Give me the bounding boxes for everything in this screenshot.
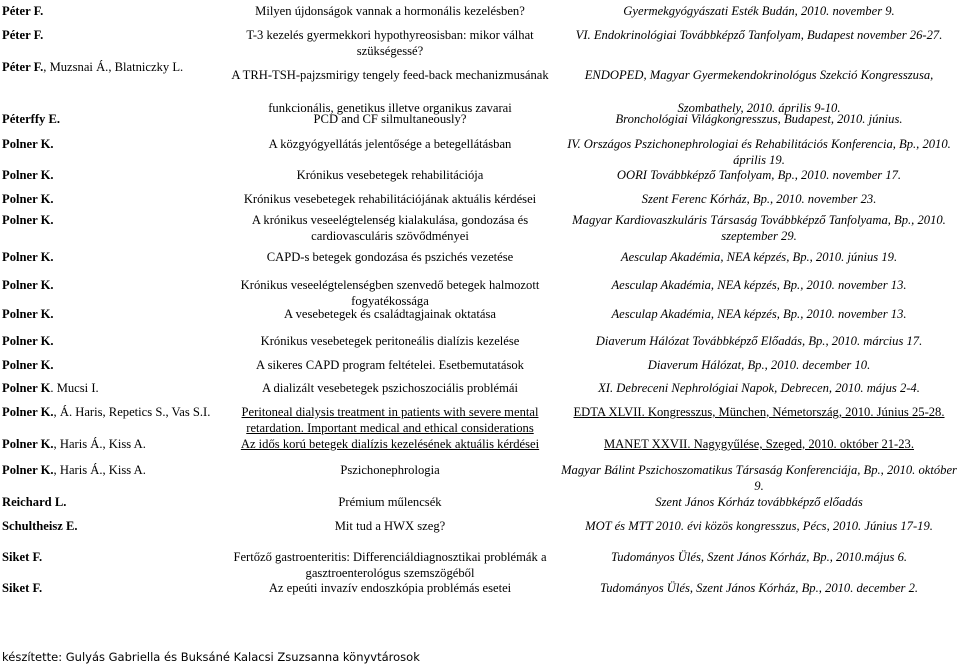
venue-text: ENDOPED, Magyar Gyermekendokrinológus Szekció Kongresszusa, Szombathely, 2010. április 9-10. bbox=[584, 68, 934, 115]
venue-cell bbox=[560, 277, 958, 293]
talk-title-text: T-3 kezelés gyermekkori hypothyreosisban: mikor válhat szükségessé? bbox=[246, 28, 534, 58]
author-primary: Polner K. bbox=[2, 192, 54, 206]
author-primary: Polner K. bbox=[2, 334, 54, 348]
author-coauthors: , Muzsnai Á., Blatniczky L. bbox=[43, 60, 184, 74]
author-cell bbox=[2, 249, 224, 265]
author-primary: Polner K. bbox=[2, 463, 54, 477]
venue-text: Aesculap Akadémia, NEA képzés, Bp., 2010. november 13. bbox=[611, 278, 907, 292]
talk-title bbox=[222, 436, 558, 452]
venue-cell bbox=[560, 212, 958, 244]
talk-title bbox=[222, 333, 558, 349]
talk-title-text: Peritoneal dialysis treatment in patients with severe mental retardation. Important medical and ethical considerations bbox=[241, 405, 539, 435]
venue-text: Magyar Kardiovaszkuláris Társaság Továbbképző Tanfolyama, Bp., 2010. szeptember 29. bbox=[572, 213, 946, 243]
author-coauthors: , Á. Haris, Repetics S., Vas S.I. bbox=[53, 405, 211, 419]
venue-cell bbox=[560, 306, 958, 322]
author-cell bbox=[2, 306, 224, 322]
talk-title-text: Pszichonephrologia bbox=[340, 463, 440, 477]
talk-title-text: Krónikus veseelégtelenségben szenvedő betegek halmozott fogyatékossága bbox=[240, 278, 540, 308]
author-primary: Péter F. bbox=[2, 28, 44, 42]
talk-title-text: Milyen újdonságok vannak a hormonális kezelésben? bbox=[255, 4, 525, 18]
author-cell bbox=[2, 380, 224, 396]
venue-cell bbox=[560, 27, 958, 43]
author-primary: Siket F. bbox=[2, 550, 43, 564]
author-primary: Polner K. bbox=[2, 168, 54, 182]
author-primary: Polner K. bbox=[2, 358, 54, 372]
talk-title bbox=[222, 27, 558, 59]
venue-cell bbox=[560, 404, 958, 420]
venue-cell bbox=[560, 333, 958, 349]
talk-title-text: Az epeúti invazív endoszkópia problémás esetei bbox=[268, 581, 512, 595]
talk-title-text: A krónikus veseelégtelenség kialakulása, gondozása és cardiovasculáris szövődményei bbox=[251, 213, 529, 243]
author-primary: Polner K. bbox=[2, 437, 54, 451]
venue-cell bbox=[560, 549, 958, 565]
author-cell bbox=[2, 59, 224, 75]
talk-title bbox=[222, 380, 558, 396]
author-primary: Péter F. bbox=[2, 4, 44, 18]
author-primary: Schultheisz E. bbox=[2, 519, 78, 533]
talk-title bbox=[222, 494, 558, 510]
talk-title bbox=[222, 306, 558, 322]
venue-text: Szent Ferenc Kórház, Bp., 2010. november 23. bbox=[641, 192, 877, 206]
author-primary: Siket F. bbox=[2, 581, 43, 595]
venue-cell bbox=[560, 191, 958, 207]
venue-cell bbox=[560, 494, 958, 510]
venue-cell bbox=[560, 518, 958, 534]
venue-text: Gyermekgyógyászati Esték Budán, 2010. november 9. bbox=[623, 4, 895, 18]
author-cell bbox=[2, 518, 224, 534]
venue-cell bbox=[560, 436, 958, 452]
author-coauthors: , Haris Á., Kiss A. bbox=[53, 463, 146, 477]
author-cell bbox=[2, 404, 224, 420]
talk-title-text: Krónikus vesebetegek peritoneális dialízis kezelése bbox=[260, 334, 520, 348]
venue-text: XI. Debreceni Nephrológiai Napok, Debrecen, 2010. május 2-4. bbox=[598, 381, 920, 395]
author-cell bbox=[2, 27, 224, 43]
venue-text: MANET XXVII. Nagygyűlése, Szeged, 2010. október 21-23. bbox=[603, 437, 914, 451]
venue-text: OORI Továbbképző Tanfolyam, Bp., 2010. november 17. bbox=[616, 168, 902, 182]
talk-title bbox=[222, 404, 558, 436]
venue-text: VI. Endokrinológiai Továbbképző Tanfolyam, Budapest november 26-27. bbox=[575, 28, 943, 42]
author-primary: Polner K. bbox=[2, 213, 54, 227]
venue-text: Aesculap Akadémia, NEA képzés, Bp., 2010. november 13. bbox=[611, 307, 907, 321]
talk-title-text: PCD and CF silmultaneously? bbox=[313, 112, 467, 126]
author-cell bbox=[2, 436, 224, 452]
talk-title bbox=[222, 518, 558, 534]
venue-cell bbox=[560, 580, 958, 596]
talk-title bbox=[222, 136, 558, 152]
author-primary: Péterffy E. bbox=[2, 112, 61, 126]
talk-title-text: Krónikus vesebetegek rehabilitációja bbox=[296, 168, 484, 182]
author-primary: Polner K. bbox=[2, 278, 54, 292]
author-primary: Polner K bbox=[2, 381, 51, 395]
venue-text: Magyar Bálint Pszichoszomatikus Társaság Konferenciája, Bp., 2010. október 9. bbox=[561, 463, 957, 493]
talk-title-text: A TRH-TSH-pajzsmirigy tengely feed-back mechanizmusának funkcionális, genetikus illetve organikus zavarai bbox=[231, 68, 549, 115]
talk-title-text: A közgyógyellátás jelentősége a betegellátásban bbox=[268, 137, 512, 151]
author-cell bbox=[2, 462, 224, 478]
talk-title bbox=[222, 3, 558, 19]
author-cell bbox=[2, 3, 224, 19]
author-cell bbox=[2, 277, 224, 293]
venue-text: Szent János Kórház továbbképző előadás bbox=[655, 495, 863, 509]
venue-text: IV. Országos Pszichonephrologiai és Rehabilitációs Konferencia, Bp., 2010. április 19. bbox=[567, 137, 951, 167]
venue-text: Tudományos Ülés, Szent János Kórház, Bp., 2010. december 2. bbox=[599, 581, 919, 595]
author-primary: Polner K. bbox=[2, 307, 54, 321]
venue-text: Aesculap Akadémia, NEA képzés, Bp., 2010. június 19. bbox=[620, 250, 898, 264]
talk-title bbox=[222, 167, 558, 183]
venue-text: Diaverum Hálózat, Bp., 2010. december 10. bbox=[647, 358, 871, 372]
author-primary: Polner K. bbox=[2, 137, 54, 151]
venue-text: Diaverum Hálózat Továbbképző Előadás, Bp., 2010. március 17. bbox=[595, 334, 923, 348]
author-cell bbox=[2, 357, 224, 373]
talk-title-text: CAPD-s betegek gondozása és pszichés vezetése bbox=[266, 250, 514, 264]
talk-title bbox=[222, 111, 558, 127]
talk-title bbox=[222, 357, 558, 373]
venue-cell bbox=[560, 380, 958, 396]
compiler-credit: készítette: Gulyás Gabriella és Buksáné Kalacsi Zsuzsanna könyvtárosok bbox=[2, 650, 420, 664]
talk-title-text: Fertőző gastroenteritis: Differenciáldiagnosztikai problémák a gasztroenterológus szemszögéből bbox=[233, 550, 547, 580]
talk-title bbox=[222, 212, 558, 244]
author-cell bbox=[2, 494, 224, 510]
author-coauthors: , Haris Á., Kiss A. bbox=[53, 437, 146, 451]
talk-title bbox=[222, 580, 558, 596]
author-cell bbox=[2, 212, 224, 228]
venue-cell bbox=[560, 136, 958, 168]
venue-cell bbox=[560, 462, 958, 494]
talk-title bbox=[222, 462, 558, 478]
talk-title bbox=[222, 191, 558, 207]
talk-title-text: Az idős korú betegek dialízis kezelésének aktuális kérdései bbox=[240, 437, 540, 451]
venue-cell bbox=[560, 249, 958, 265]
author-primary: Péter F. bbox=[2, 60, 44, 74]
talk-title-text: A dializált vesebetegek pszichoszociális problémái bbox=[262, 381, 518, 395]
talk-title-text: Krónikus vesebetegek rehabilitációjának aktuális kérdései bbox=[243, 192, 537, 206]
venue-text: Tudományos Ülés, Szent János Kórház, Bp., 2010.május 6. bbox=[610, 550, 908, 564]
venue-text: MOT és MTT 2010. évi közös kongresszus, Pécs, 2010. Június 17-19. bbox=[585, 519, 933, 533]
talk-title bbox=[222, 249, 558, 265]
author-cell bbox=[2, 191, 224, 207]
venue-cell bbox=[560, 357, 958, 373]
talk-title-text: A sikeres CAPD program feltételei. Esetbemutatások bbox=[256, 358, 524, 372]
author-cell bbox=[2, 111, 224, 127]
author-primary: Polner K. bbox=[2, 405, 54, 419]
talk-title-text: Prémium műlencsék bbox=[338, 495, 442, 509]
talk-title bbox=[222, 549, 558, 581]
author-primary: Reichard L. bbox=[2, 495, 67, 509]
venue-text: Bronchológiai Világkongresszus, Budapest, 2010. június. bbox=[615, 112, 903, 126]
author-coauthors: . Mucsi I. bbox=[50, 381, 99, 395]
author-cell bbox=[2, 580, 224, 596]
talk-title-text: Mit tud a HWX szeg? bbox=[334, 519, 446, 533]
talk-title-text: A vesebetegek és családtagjainak oktatása bbox=[284, 307, 496, 321]
venue-text: EDTA XLVII. Kongresszus, München, Németország, 2010. Június 25-28. bbox=[573, 405, 945, 419]
author-cell bbox=[2, 333, 224, 349]
author-cell bbox=[2, 136, 224, 152]
venue-cell bbox=[560, 111, 958, 127]
author-cell bbox=[2, 549, 224, 565]
venue-cell bbox=[560, 167, 958, 183]
author-primary: Polner K. bbox=[2, 250, 54, 264]
author-cell bbox=[2, 167, 224, 183]
talk-title bbox=[222, 277, 558, 309]
venue-cell bbox=[560, 3, 958, 19]
